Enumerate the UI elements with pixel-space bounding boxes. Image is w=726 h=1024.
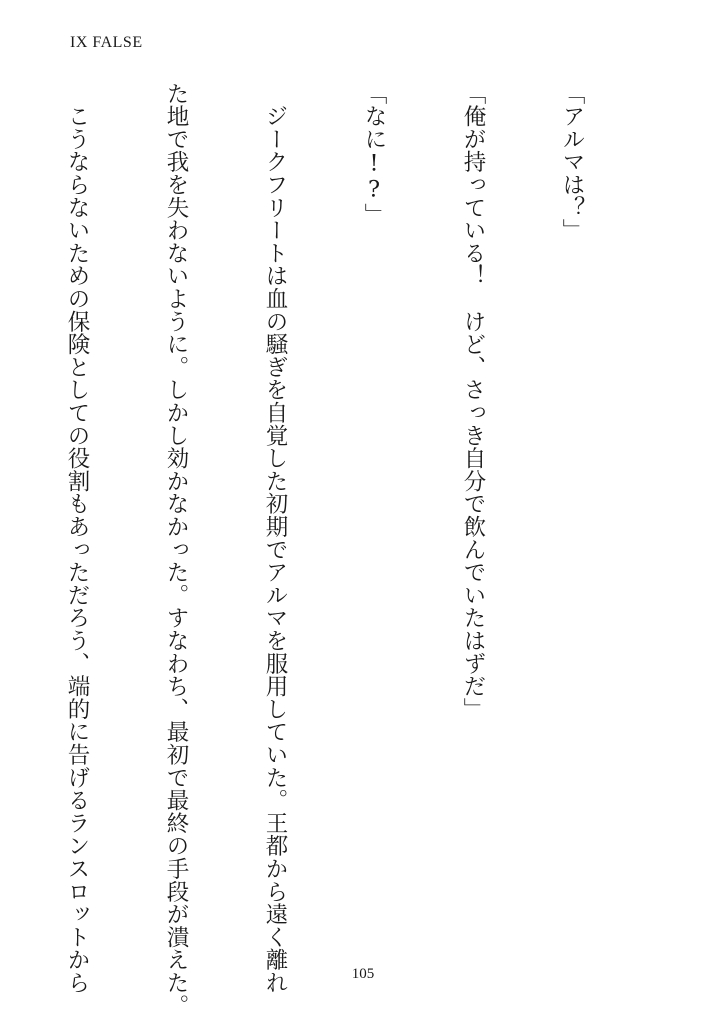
page-number: 105 <box>351 966 375 982</box>
text-line: 「なに!?」 <box>361 82 387 226</box>
text-line: ジークフリートは血の騒ぎを自覚した初期でアルマを服用していた。王都から遠く離れ <box>262 82 288 994</box>
running-head: IX FALSE <box>70 34 143 51</box>
text-line: こうならないための保険としての役割もあっただろう、端的に告げるランスロットから <box>64 82 90 994</box>
text-line: た地で我を失わないように。しかし効かなかった。すなわち、最初で最終の手段が潰えた。 <box>163 82 189 1017</box>
text-line: 「俺が持っている！ けど、さっき自分で飲んでいたはずだ」 <box>460 82 486 721</box>
text-line: 「アルマは？」 <box>559 82 585 242</box>
